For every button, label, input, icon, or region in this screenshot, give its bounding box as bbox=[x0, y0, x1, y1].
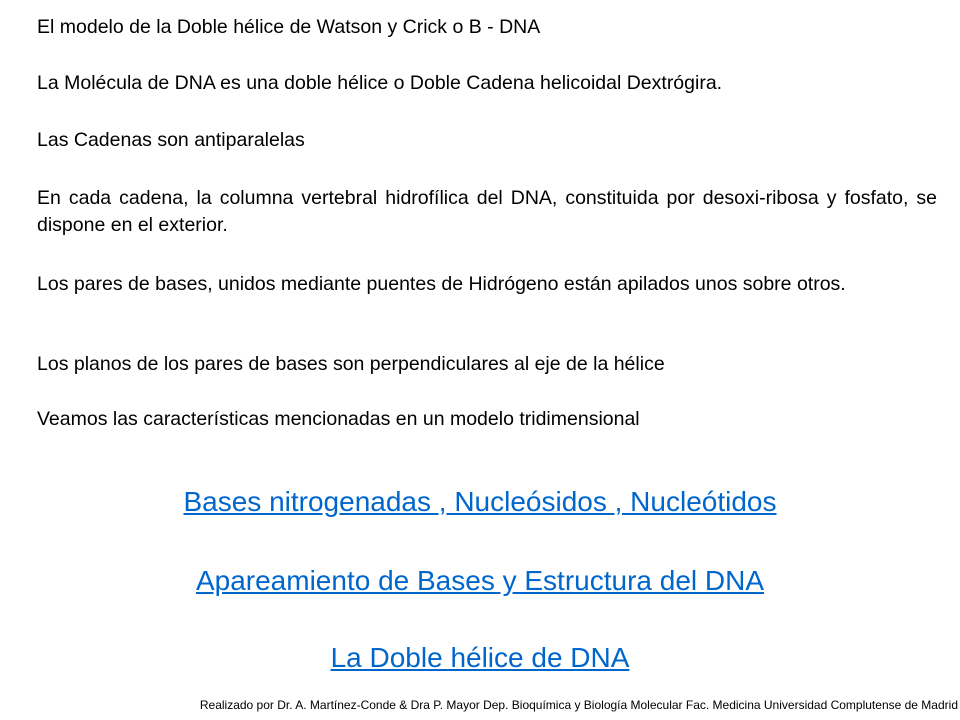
paragraph-3d-model: Veamos las características mencionadas en un modelo tridimensional bbox=[37, 408, 640, 430]
link-apareamiento-bases[interactable]: Apareamiento de Bases y Estructura del DNA bbox=[195, 565, 765, 596]
paragraph-base-pairs: Los pares de bases, unidos mediante puentes de Hidrógeno están apilados unos sobre otros. bbox=[37, 273, 846, 295]
paragraph-antiparallel: Las Cadenas son antiparalelas bbox=[37, 129, 305, 151]
link-bases-nucleosidos[interactable]: Bases nitrogenadas , Nucleósidos , Nucleótidos bbox=[183, 486, 777, 517]
paragraph-backbone: En cada cadena, la columna vertebral hidrofílica del DNA, constituida por desoxi-ribosa y fosfato, se dispone en el exterior. bbox=[37, 187, 937, 236]
footer-credit: Realizado por Dr. A. Martínez-Conde & Dra P. Mayor Dep. Bioquímica y Biología Molecular Fac. Medicina Universidad Complutense de Madrid bbox=[199, 698, 958, 712]
paragraph-double-helix: La Molécula de DNA es una doble hélice o Doble Cadena helicoidal Dextrógira. bbox=[37, 72, 723, 94]
paragraph-planes: Los planos de los pares de bases son perpendiculares al eje de la hélice bbox=[37, 353, 665, 375]
link-doble-helice[interactable]: La Doble hélice de DNA bbox=[330, 642, 630, 673]
title-text: El modelo de la Doble hélice de Watson y Crick o B - DNA bbox=[37, 16, 541, 38]
